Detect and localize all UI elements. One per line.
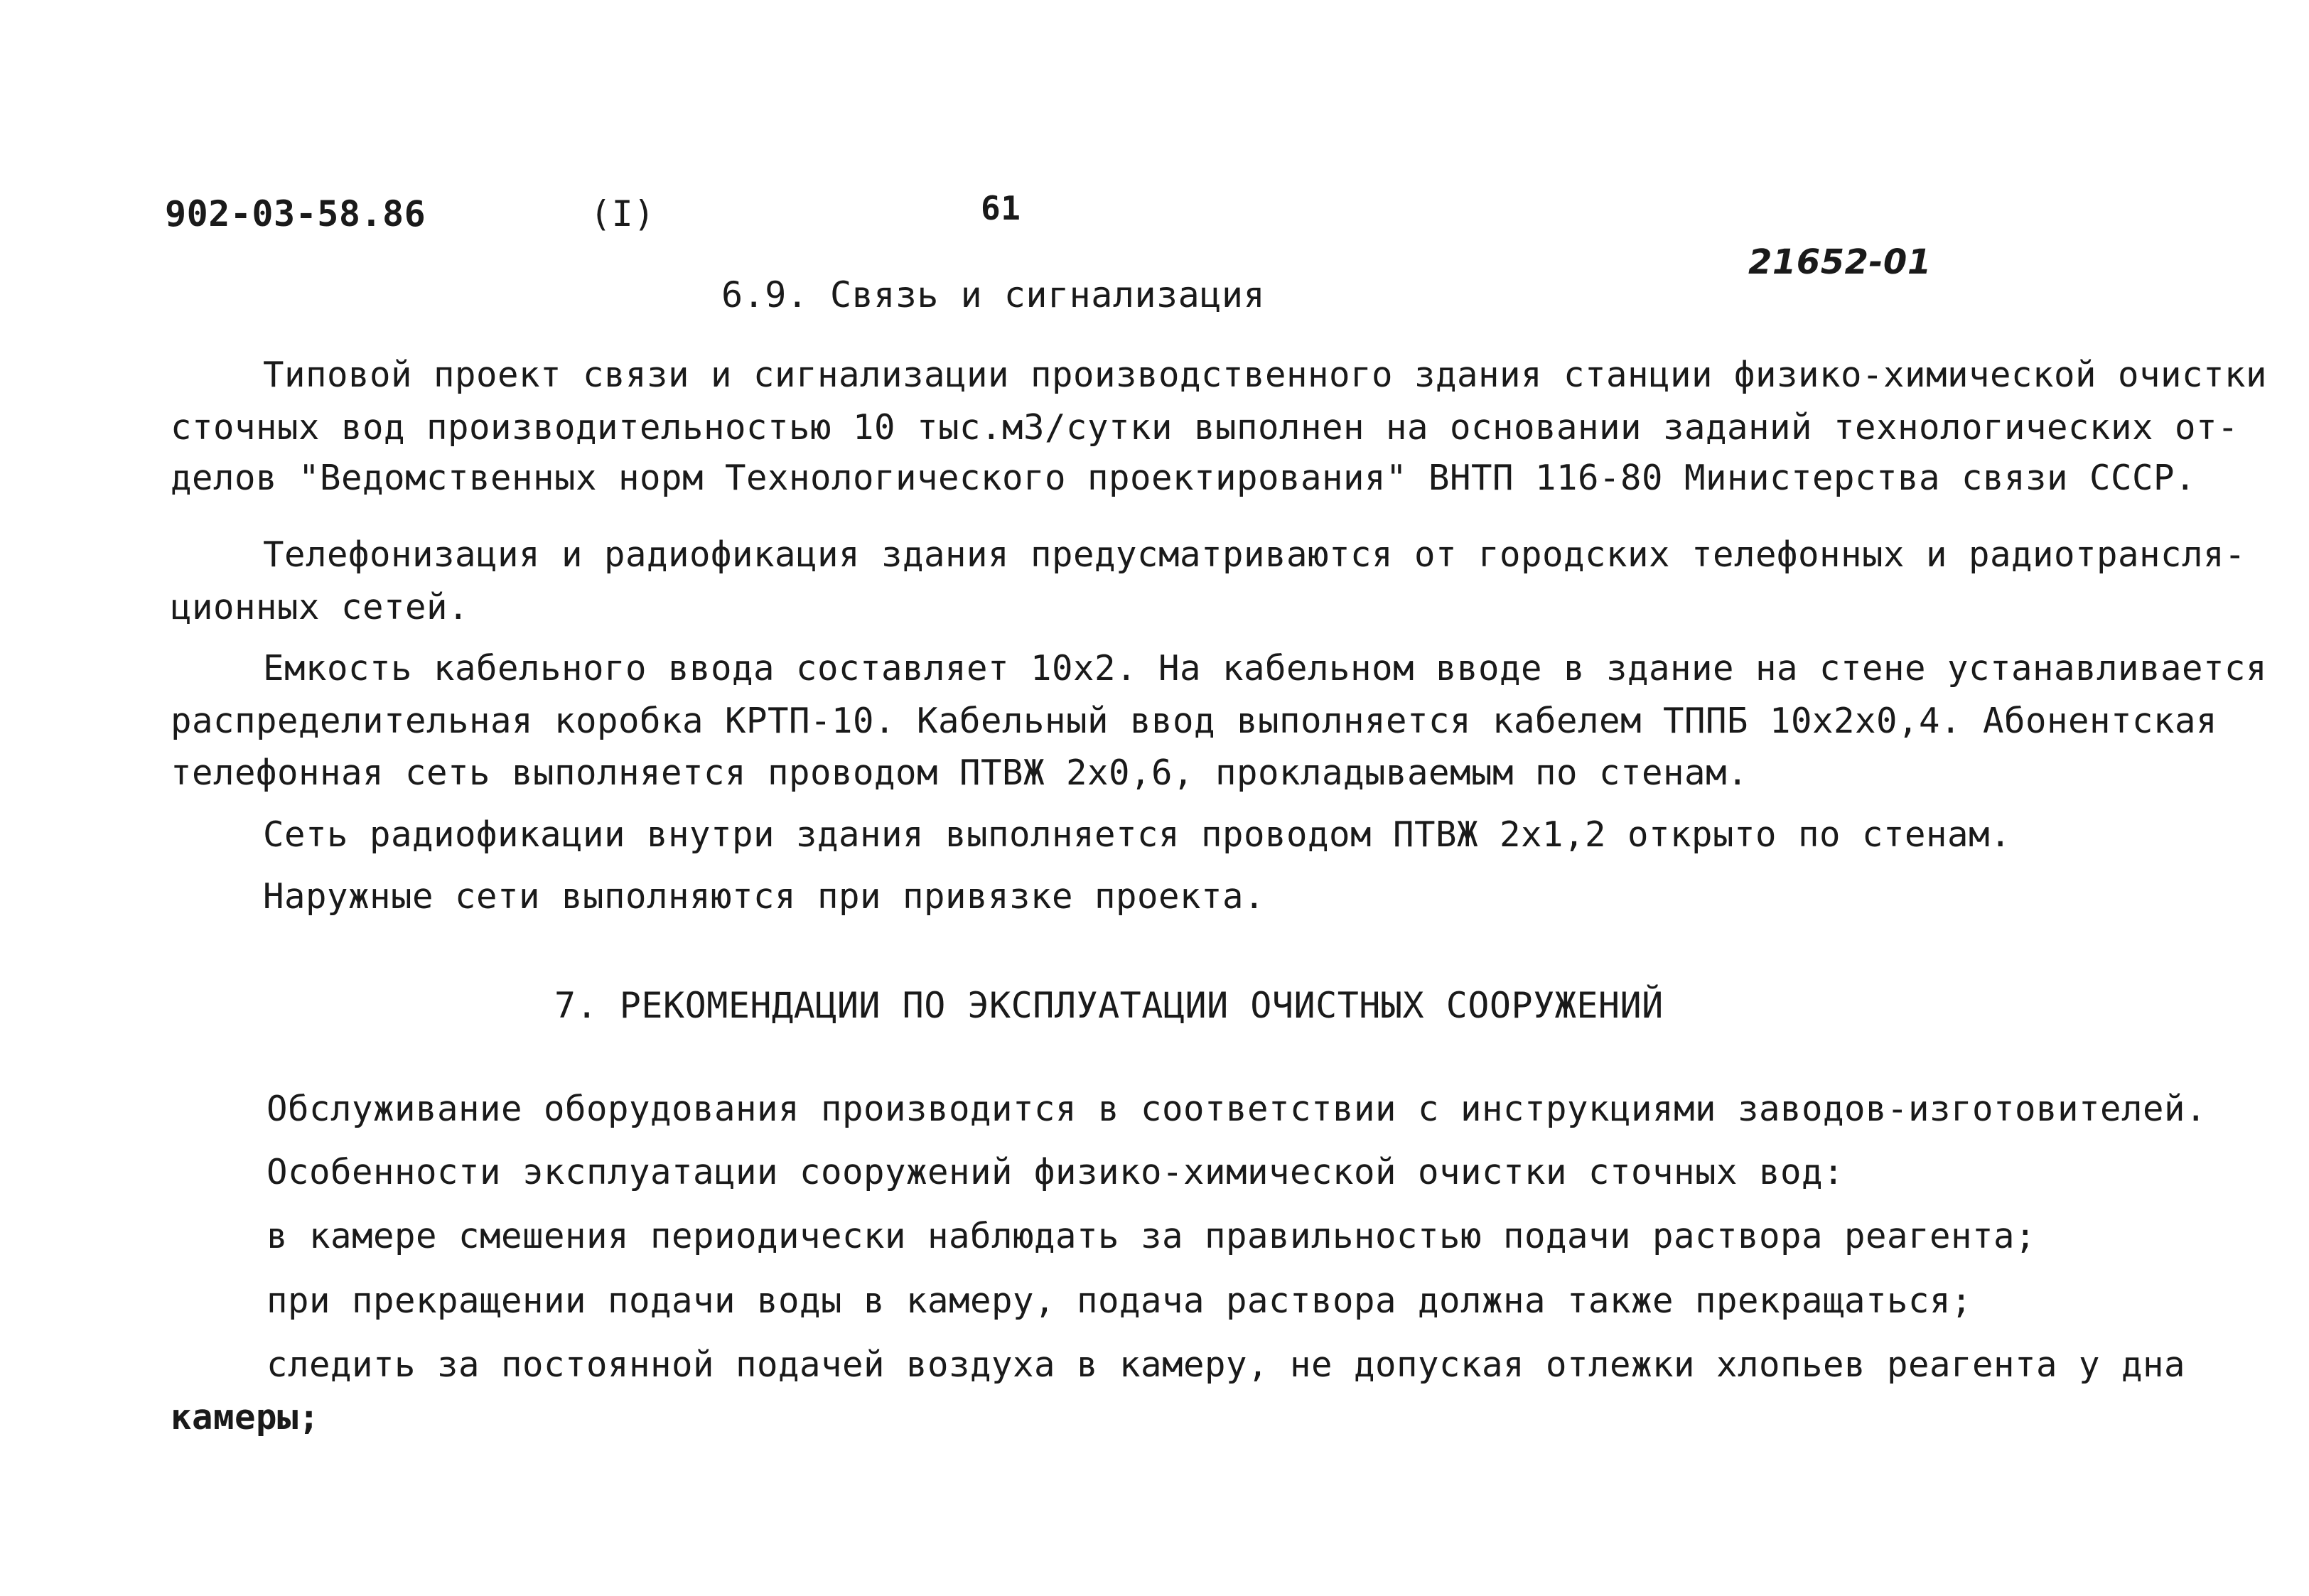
section-7-paragraph-1: Обслуживание оборудования производится в соответствии с инструкциями заводов-изготовителей. xyxy=(267,1089,2207,1129)
document-code: 902-03-58.86 xyxy=(165,193,426,234)
paragraph-2-line-1: Телефонизация и радиофикация здания предусматриваются от городских телефонных и радиотрансля- xyxy=(263,534,2246,575)
paragraph-1-line-2: сточных вод производительностью 10 тыс.м3/сутки выполнен на основании заданий технологических от- xyxy=(171,407,2239,448)
section-6-9-title: 6.9. Связь и сигнализация xyxy=(721,274,1266,316)
section-7-paragraph-2: Особенности эксплуатации сооружений физико-химической очистки сточных вод: xyxy=(267,1152,1845,1192)
paragraph-3-line-3: телефонная сеть выполняется проводом ПТВЖ 2х0,6, прокладываемым по стенам. xyxy=(171,753,1749,793)
paragraph-3-line-1: Емкость кабельного ввода составляет 10х2. На кабельном вводе в здание на стене устанавливается xyxy=(263,648,2268,689)
handwritten-stamp-number: 21652-01 xyxy=(1748,242,1932,282)
page-number: 61 xyxy=(981,189,1021,227)
section-7-item-2: при прекращении подачи воды в камеру, подача раствора должна также прекращаться; xyxy=(267,1280,1973,1321)
paragraph-4-line-1: Сеть радиофикации внутри здания выполняется проводом ПТВЖ 2х1,2 открыто по стенам. xyxy=(263,814,2012,855)
section-7-item-1: в камере смешения периодически наблюдать за правильностью подачи раствора реагента; xyxy=(267,1216,2037,1256)
paragraph-5-line-1: Наружные сети выполняются при привязке проекта. xyxy=(263,876,1266,917)
paragraph-1-line-3: делов "Ведомственных норм Технологического проектирования" ВНТП 116-80 Министерства связи СССР. xyxy=(171,458,2197,498)
paragraph-3-line-2: распределительная коробка КРТП-10. Кабельный ввод выполняется кабелем ТППБ 10х2х0,4. Абонентская xyxy=(171,701,2218,741)
section-7-item-3-line-2: камеры; xyxy=(171,1397,321,1438)
section-7-item-3-line-1: следить за постоянной подачей воздуха в камеру, не допуская отлежки хлопьев реагента у дна xyxy=(267,1344,2186,1385)
paragraph-2-line-2: ционных сетей. xyxy=(171,587,470,627)
paragraph-1-line-1: Типовой проект связи и сигнализации производственного здания станции физико-химической очистки xyxy=(263,355,2268,395)
volume-number: (I) xyxy=(590,193,655,234)
section-7-title: 7. РЕКОМЕНДАЦИИ ПО ЭКСПЛУАТАЦИИ ОЧИСТНЫХ СООРУЖЕНИЙ xyxy=(554,985,1664,1026)
